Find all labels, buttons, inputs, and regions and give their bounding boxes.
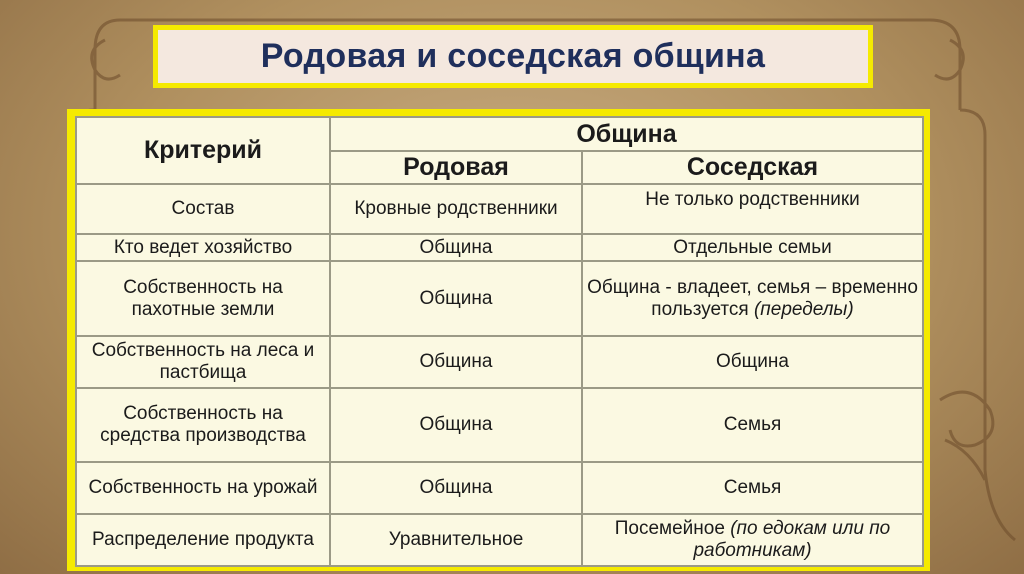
cell-sosedskaya <box>582 261 923 336</box>
cell-sosedskaya-note: (по едокам или по работникам) <box>693 518 891 561</box>
header-criterion: Критерий <box>76 117 330 184</box>
table-header-row <box>76 117 923 151</box>
cell-rodovaya: Кровные родственники <box>330 184 582 234</box>
header-community: Община <box>330 117 923 151</box>
cell-rodovaya: Община <box>330 388 582 462</box>
cell-sosedskaya <box>582 184 923 234</box>
cell-criterion: Собственность на средства производства <box>76 388 330 462</box>
cell-criterion: Собственность на урожай <box>76 462 330 514</box>
cell-rodovaya: Уравнительное <box>330 514 582 566</box>
header-sosedskaya: Соседская <box>582 151 923 184</box>
cell-sosedskaya-text: Посемейное <box>614 518 725 540</box>
table-row <box>76 462 923 514</box>
cell-rodovaya: Община <box>330 261 582 336</box>
table-row <box>76 261 923 336</box>
cell-criterion: Собственность на леса и пастбища <box>76 336 330 388</box>
title-banner <box>153 25 873 88</box>
cell-criterion: Собственность на пахотные земли <box>76 261 330 336</box>
comparison-table-frame <box>67 109 930 571</box>
cell-criterion: Кто ведет хозяйство <box>76 234 330 261</box>
table-row <box>76 184 923 234</box>
table-row <box>76 388 923 462</box>
cell-criterion: Состав <box>76 184 330 234</box>
cell-sosedskaya-text: Не только родственники <box>645 189 860 210</box>
table-row <box>76 514 923 566</box>
cell-sosedskaya: Община <box>582 336 923 388</box>
cell-sosedskaya <box>582 514 923 566</box>
cell-sosedskaya: Семья <box>582 462 923 514</box>
cell-rodovaya: Община <box>330 234 582 261</box>
cell-sosedskaya-note: (переделы) <box>753 298 854 320</box>
header-rodovaya: Родовая <box>330 151 582 184</box>
cell-sosedskaya-text: Община - владеет, семья – временно пользуется <box>587 276 918 320</box>
cell-rodovaya: Община <box>330 462 582 514</box>
table-row <box>76 234 923 261</box>
cell-sosedskaya: Отдельные семьи <box>582 234 923 261</box>
cell-rodovaya: Община <box>330 336 582 388</box>
table-row <box>76 336 923 388</box>
cell-criterion: Распределение продукта <box>76 514 330 566</box>
page-title: Родовая и соседская община <box>260 37 766 75</box>
cell-sosedskaya: Семья <box>582 388 923 462</box>
comparison-table <box>75 116 924 567</box>
